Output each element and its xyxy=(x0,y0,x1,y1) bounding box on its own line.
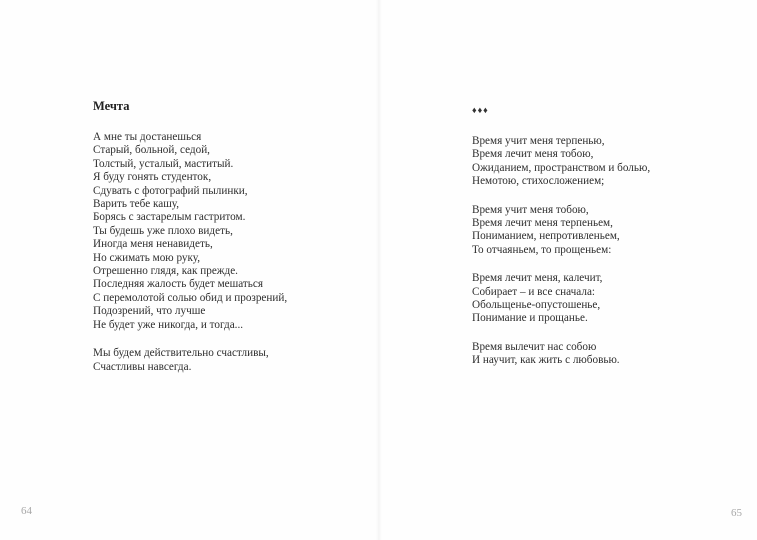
poem-line: С перемолотой солью обид и прозрений, xyxy=(93,291,288,304)
poem-line: Понимание и прощанье. xyxy=(472,312,588,325)
poem-line: Сдувать с фотографий пылинки, xyxy=(93,184,248,197)
stanza-2 xyxy=(93,347,363,374)
poem-line: Обольщенье-опустошенье, xyxy=(472,299,601,312)
diamond-ornament-icon: ♦♦♦ xyxy=(472,105,489,115)
poem-line: Борясь с застарелым гастритом. xyxy=(93,211,246,224)
poem-line: Время учит меня терпенью, xyxy=(472,135,605,147)
poem-line: Не будет уже никогда, и тогда... xyxy=(93,318,244,331)
poem-line: Время вылечит нас собою xyxy=(472,340,597,353)
stanza-3 xyxy=(472,272,732,326)
poem-line: Время лечит меня терпеньем, xyxy=(472,217,613,230)
left-page xyxy=(93,98,363,389)
poem-title: Мечта xyxy=(93,99,130,113)
stanza-1 xyxy=(472,135,732,189)
poem-line: Время учит меня тобою, xyxy=(472,203,589,216)
poem-line: Я буду гонять студенток, xyxy=(93,171,212,184)
poem-line: Подозрений, что лучше xyxy=(93,305,206,318)
poem-line: И научит, как жить с любовью. xyxy=(472,354,620,367)
poem-line: Мы будем действительно счастливы, xyxy=(93,347,269,360)
poem-line: Иногда меня ненавидеть, xyxy=(93,238,213,251)
stanza-1 xyxy=(93,131,363,332)
stanza-2 xyxy=(472,204,732,258)
book-gutter xyxy=(376,0,382,540)
poem-line: А мне ты достанешься xyxy=(93,131,202,143)
poem-line: Время лечит меня тобою, xyxy=(472,148,594,161)
page-number-right: 65 xyxy=(731,507,742,519)
poem-line: Отрешенно глядя, как прежде. xyxy=(93,265,238,278)
poem-line: Время лечит меня, калечит, xyxy=(472,272,603,285)
poem-line: Толстый, усталый, маститый. xyxy=(93,157,234,170)
poem-line: Немотою, стихосложением; xyxy=(472,175,605,188)
poem-line: Счастливы навсегда. xyxy=(93,360,192,373)
poem-line: Пониманием, непротивленьем, xyxy=(472,230,620,243)
stanza-4 xyxy=(472,341,732,368)
poem-line: Последняя жалость будет мешаться xyxy=(93,278,264,291)
poem-line: Но сжимать мою руку, xyxy=(93,251,201,264)
right-page xyxy=(472,104,732,383)
poem-line: Ожиданием, пространством и болью, xyxy=(472,161,651,174)
poem-line: Ты будешь уже плохо видеть, xyxy=(93,224,233,237)
poem-line: Собирает – и все сначала: xyxy=(472,285,596,298)
page-number-left: 64 xyxy=(21,505,32,517)
poem-line: Варить тебе кашу, xyxy=(93,198,180,211)
poem-line: То отчаяньем, то прощеньем: xyxy=(472,243,612,256)
poem-line: Старый, больной, седой, xyxy=(93,144,210,157)
